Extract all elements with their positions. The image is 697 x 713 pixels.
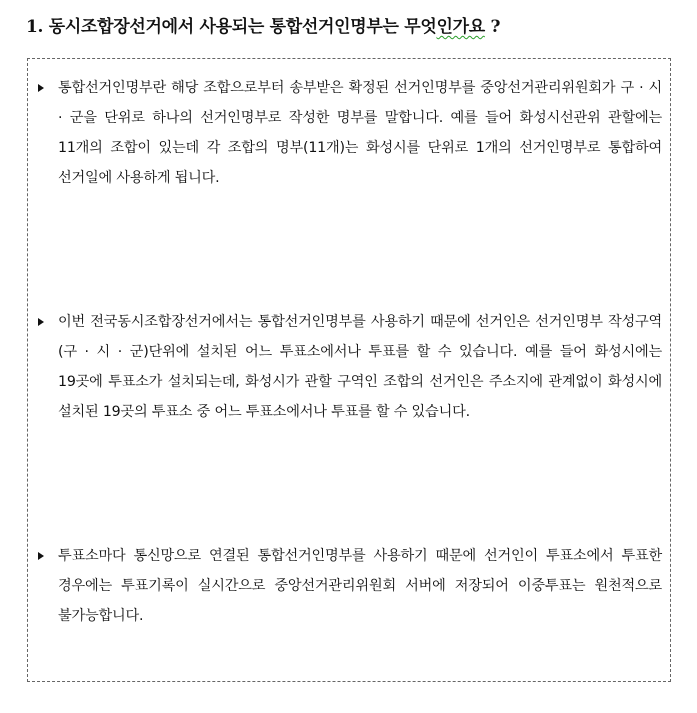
bullet-arrow-icon [38,552,44,560]
answer-paragraph-1 [34,73,662,193]
question-title: 동시조합장선거에서 사용되는 통합선거인명부는 무엇 [48,17,437,37]
question-heading [26,14,686,40]
paragraph-text: 투표소마다 통신망으로 연결된 통합선거인명부를 사용하기 때문에 선거인이 투표소에서 투표한 경우에는 투표기록이 실시간으로 중앙선거관리위원회 서버에 저장되어 이중투표는 원천적으로 불가능합니다. [58,548,662,624]
bullet-arrow-icon [38,318,44,326]
answer-box [27,58,671,682]
paragraph-text: 이번 전국동시조합장선거에서는 통합선거인명부를 사용하기 때문에 선거인은 선거인명부 작성구역(구 · 시 · 군)단위에 설치된 어느 투표소에서나 투표를 할 수 있습니다. 예를 들어 화성시에는 19곳에 투표소가 설치되는데, 화성시가 관할 구역인 조합의 선거인은 주소지에 관계없이 화성시에 설치된 19곳의 투표소 중 어느 투표소에서나 투표를 할 수 있습니다. [58,314,662,420]
question-title-spellcheck-word: 인가요 [436,17,485,37]
question-number: 1. [26,17,44,37]
paragraph-text: 통합선거인명부란 해당 조합으로부터 송부받은 확정된 선거인명부를 중앙선거관리위원회가 구 · 시 · 군을 단위로 하나의 선거인명부로 작성한 명부를 말합니다. 예를 들어 화성시선관위 관할에는 11개의 조합이 있는데 각 조합의 명부(11개)는 화성시를 단위로 1개의 선거인명부로 통합하여 선거일에 사용하게 됩니다. [58,80,662,186]
answer-paragraph-3 [34,541,662,631]
answer-paragraph-2 [34,307,662,427]
bullet-arrow-icon [38,84,44,92]
question-mark: ? [484,17,501,37]
